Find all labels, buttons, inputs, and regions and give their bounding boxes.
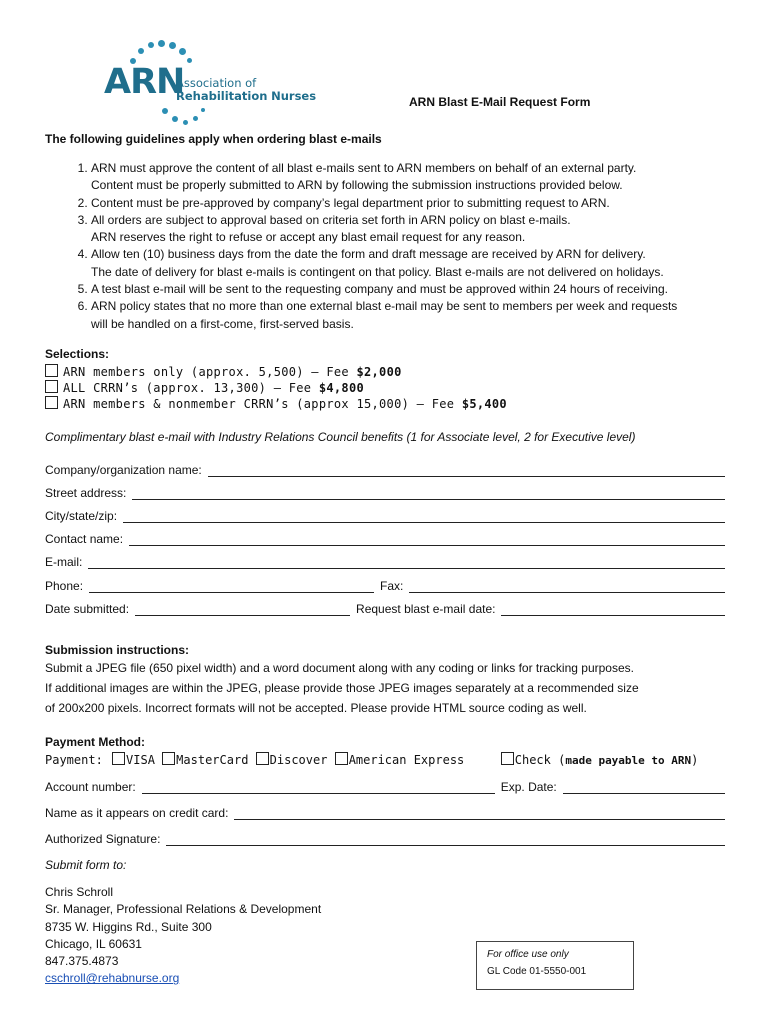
contact-city: Chicago, IL 60631	[45, 936, 142, 951]
guidelines-list	[45, 160, 770, 333]
logo-dot	[169, 42, 176, 49]
payment-options: Payment: VISA MasterCard Discover American Express Check (made payable to ARN)	[45, 753, 699, 767]
contact-phone: 847.375.4873	[45, 954, 119, 969]
amex-checkbox[interactable]	[335, 752, 348, 765]
checkbox[interactable]	[45, 364, 58, 377]
logo-dot	[179, 48, 186, 55]
logo-line1: Association of	[176, 76, 257, 90]
selections-heading: Selections:	[45, 347, 110, 361]
payment-heading: Payment Method:	[45, 735, 146, 749]
selection-option-2[interactable]: ALL CRRN’s (approx. 13,300) – Fee $4,800	[45, 380, 364, 395]
logo-dot	[201, 108, 205, 112]
signature-input[interactable]	[166, 834, 725, 846]
submission-line-1: Submit a JPEG file (650 pixel width) and a word document along with any coding or links for tracking purposes.	[45, 661, 634, 675]
complimentary-note: Complimentary blast e-mail with Industry Relations Council benefits (1 for Associate level, 2 for Executive level)	[45, 430, 636, 444]
email-input[interactable]	[88, 557, 725, 569]
gl-code: GL Code 01-5550-001	[487, 966, 587, 977]
logo-dot	[193, 116, 198, 121]
logo-line2b: Nurses	[271, 89, 317, 103]
logo-dot	[138, 48, 144, 54]
checkbox[interactable]	[45, 380, 58, 393]
submission-heading: Submission instructions:	[45, 643, 190, 657]
logo-dot	[162, 108, 168, 114]
contact-name: Chris Schroll	[45, 885, 114, 899]
logo-text	[176, 77, 316, 103]
guideline-item: 1. ARN must approve the content of all blast e-mails sent to ARN members on behalf of an external party. Content must be properly submitted to ARN by following the submission instructions provided below.	[91, 160, 770, 195]
dates-row[interactable]: Date submitted: Request blast e-mail date:	[45, 602, 725, 616]
name-on-card-input[interactable]	[234, 808, 725, 820]
office-use-label: For office use only	[487, 949, 569, 960]
selection-option-3[interactable]: ARN members & nonmember CRRN’s (approx 15,000) – Fee $5,400	[45, 396, 507, 411]
logo-line2a: Rehabilitation	[176, 89, 268, 103]
mastercard-checkbox[interactable]	[162, 752, 175, 765]
company-field[interactable]: Company/organization name:	[45, 463, 725, 477]
logo-dot	[172, 116, 178, 122]
guideline-item: 5. A test blast e-mail will be sent to the requesting company and must be approved within 24 hours of receiving.	[91, 281, 770, 298]
name-on-card-field[interactable]: Name as it appears on credit card:	[45, 806, 725, 820]
checkbox[interactable]	[45, 396, 58, 409]
guideline-item: 3. All orders are subject to approval based on criteria set forth in ARN policy on blast e-mails. ARN reserves the right to refuse or accept any blast email request for any reason.	[91, 212, 770, 247]
office-use-box	[476, 941, 634, 990]
guideline-item: 4. Allow ten (10) business days from the date the form and draft message are received by ARN for delivery. The date of delivery for blast e-mails is contingent on that policy. Blast e-mails are not delivered on holidays.	[91, 246, 770, 281]
city-input[interactable]	[123, 511, 725, 523]
contact-input[interactable]	[129, 534, 725, 546]
logo-dot	[187, 58, 192, 63]
account-row[interactable]: Account number: Exp. Date:	[45, 780, 725, 794]
request-date-input[interactable]	[501, 604, 725, 616]
phone-fax-row[interactable]: Phone: Fax:	[45, 579, 725, 593]
discover-checkbox[interactable]	[256, 752, 269, 765]
selection-option-1[interactable]: ARN members only (approx. 5,500) – Fee $2,000	[45, 364, 402, 379]
fax-input[interactable]	[409, 581, 725, 593]
guideline-item: 2. Content must be pre-approved by company’s legal department prior to submitting request to ARN.	[91, 195, 770, 212]
submission-line-2: If additional images are within the JPEG, please provide those JPEG images separately at a recommended size	[45, 681, 639, 695]
account-number-input[interactable]	[142, 782, 495, 794]
submission-line-3: of 200x200 pixels. Incorrect formats will not be accepted. Please provide HTML source coding as well.	[45, 701, 587, 715]
street-input[interactable]	[132, 488, 725, 500]
contact-email-link[interactable]: cschroll@rehabnurse.org	[45, 971, 180, 986]
visa-checkbox[interactable]	[112, 752, 125, 765]
submit-to-label: Submit form to:	[45, 858, 127, 872]
logo-dot	[158, 40, 165, 47]
arn-logo	[100, 36, 330, 136]
contact-field[interactable]: Contact name:	[45, 532, 725, 546]
date-submitted-input[interactable]	[135, 604, 350, 616]
check-checkbox[interactable]	[501, 752, 514, 765]
logo-dot	[148, 42, 154, 48]
phone-input[interactable]	[89, 581, 374, 593]
street-field[interactable]: Street address:	[45, 486, 725, 500]
signature-field[interactable]: Authorized Signature:	[45, 832, 725, 846]
logo-dot	[183, 120, 188, 125]
contact-address: 8735 W. Higgins Rd., Suite 300	[45, 919, 212, 934]
contact-title: Sr. Manager, Professional Relations & Development	[45, 902, 322, 917]
form-title: ARN Blast E-Mail Request Form	[409, 95, 591, 109]
exp-date-input[interactable]	[563, 782, 725, 794]
company-input[interactable]	[208, 465, 725, 477]
contact-block	[45, 884, 321, 988]
guidelines-heading: The following guidelines apply when ordering blast e-mails	[45, 132, 382, 146]
city-field[interactable]: City/state/zip:	[45, 509, 725, 523]
guideline-item: 6. ARN policy states that no more than one external blast e-mail may be sent to members per week and requests will be handled on a first-come, first-served basis.	[91, 298, 770, 333]
logo-letters: ARN	[104, 62, 185, 102]
email-field[interactable]: E-mail:	[45, 555, 725, 569]
